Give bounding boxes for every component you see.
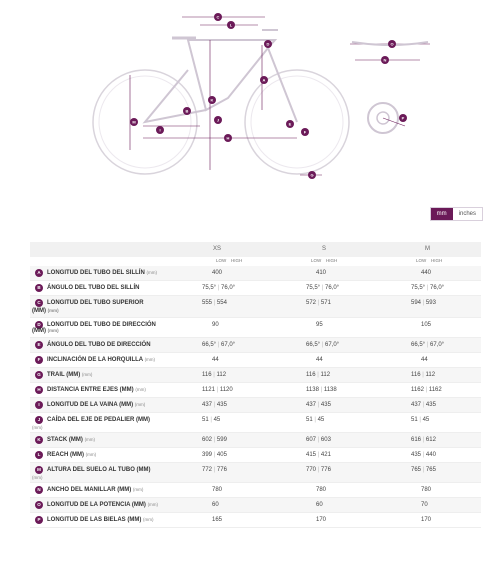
row-letter-badge: E: [35, 341, 43, 349]
svg-text:A: A: [262, 77, 266, 83]
value-separator: |: [423, 387, 429, 393]
svg-text:C: C: [216, 14, 220, 20]
row-letter-badge: I: [35, 401, 43, 409]
row-value-high: 112: [320, 372, 331, 378]
size-header-m: M: [425, 246, 430, 252]
value-separator: |: [316, 402, 321, 408]
table-row: [30, 368, 481, 383]
row-value-low: 51: [411, 417, 418, 423]
row-label: [47, 387, 146, 393]
table-row: [30, 338, 481, 353]
row-value: 44: [212, 357, 219, 363]
row-value-split: [411, 437, 436, 443]
row-value-low: 66,5°: [411, 342, 426, 348]
row-value-high: 440: [425, 452, 436, 458]
value-separator: |: [425, 285, 430, 291]
value-separator: |: [320, 285, 325, 291]
row-value-split: [411, 342, 444, 348]
row-value-split: [411, 467, 436, 473]
row-value-high: 599: [216, 437, 227, 443]
value-separator: |: [212, 437, 217, 443]
row-value: 95: [316, 322, 323, 328]
row-label-text: LONGITUD DEL TUBO DEL SILLÍN: [47, 270, 145, 276]
row-value: 170: [421, 517, 432, 523]
row-value-low: 555: [202, 300, 213, 306]
row-value-high: 421: [320, 452, 331, 458]
row-value-low: 116: [202, 372, 212, 378]
row-label: [47, 270, 157, 276]
row-letter-badge: N: [35, 486, 43, 494]
row-value-high: 405: [216, 452, 227, 458]
row-value-high: 435: [425, 402, 436, 408]
row-value-low: 772: [202, 467, 213, 473]
row-label: [47, 452, 96, 458]
row-label: [47, 467, 151, 473]
svg-text:O: O: [390, 41, 394, 47]
row-unit: (mm): [147, 502, 159, 507]
table-row: [30, 513, 481, 528]
table-row: [30, 398, 481, 413]
row-value-low: 415: [306, 452, 317, 458]
row-value-low: 616: [411, 437, 422, 443]
row-value-high: 76,0°: [324, 285, 340, 291]
value-separator: |: [318, 387, 324, 393]
svg-text:P: P: [401, 115, 405, 121]
svg-text:F: F: [303, 129, 307, 135]
row-value: 60: [212, 502, 219, 508]
row-value-high: 112: [425, 372, 436, 378]
row-value-split: [202, 402, 227, 408]
unit-mm-button[interactable]: mm: [431, 208, 453, 220]
row-unit: (mm): [81, 372, 93, 377]
row-value-split: [202, 387, 233, 393]
row-value-low: 602: [202, 437, 213, 443]
row-value: 780: [316, 487, 327, 493]
value-separator: |: [316, 437, 321, 443]
row-value-high: 554: [216, 300, 227, 306]
row-label: [47, 487, 143, 493]
row-value-high: 571: [320, 300, 331, 306]
row-value-low: 116: [411, 372, 421, 378]
row-value-low: 594: [411, 300, 422, 306]
row-value-low: 75,5°: [411, 285, 426, 291]
row-label-text: ÁNGULO DEL TUBO DE DIRECCIÓN: [47, 342, 151, 348]
row-value: 780: [212, 487, 223, 493]
row-value-split: [306, 417, 324, 423]
value-separator: |: [316, 300, 321, 306]
table-row: [30, 383, 481, 398]
row-letter-badge: O: [35, 501, 43, 509]
svg-text:B: B: [185, 108, 189, 114]
row-value-low: 437: [411, 402, 422, 408]
row-value-high: 603: [320, 437, 331, 443]
value-separator: |: [320, 342, 325, 348]
row-label-continued-text: (MM): [32, 308, 46, 314]
table-row: [30, 448, 481, 463]
value-separator: |: [216, 342, 221, 348]
row-value-low: 51: [306, 417, 313, 423]
value-separator: |: [312, 417, 318, 423]
svg-text:J: J: [216, 117, 220, 123]
svg-text:N: N: [383, 57, 387, 63]
value-separator: |: [212, 452, 217, 458]
table-row: [30, 266, 481, 281]
row-value-low: 66,5°: [202, 342, 217, 348]
row-label: [47, 417, 150, 423]
row-value-low: 572: [306, 300, 317, 306]
low-label-m: LOW: [416, 258, 427, 263]
row-value: 105: [421, 322, 432, 328]
row-label-text: LONGITUD DE LAS BIELAS (MM): [47, 517, 142, 523]
diagram-letter-markers: [130, 13, 407, 179]
row-unit: (mm): [135, 387, 146, 392]
low-label-xs: LOW: [216, 258, 227, 263]
row-value-high: 76,0°: [220, 285, 236, 291]
row-letter-badge: D: [35, 321, 43, 329]
bike-geometry-illustration: [0, 0, 500, 200]
low-label-s: LOW: [311, 258, 322, 263]
row-value-high: 1162: [428, 387, 442, 393]
row-letter-badge: J: [35, 416, 43, 424]
row-value-high: 1120: [219, 387, 233, 393]
row-letter-badge: F: [35, 356, 43, 364]
row-value-low: 437: [306, 402, 317, 408]
row-value-split: [306, 387, 337, 393]
row-unit: (mm): [47, 328, 59, 333]
row-label-text: REACH (MM): [47, 452, 84, 458]
row-value-split: [202, 417, 220, 423]
table-row: [30, 413, 481, 433]
row-letter-badge: K: [35, 436, 43, 444]
row-unit: (mm): [85, 452, 97, 457]
value-separator: |: [421, 402, 426, 408]
value-separator: |: [417, 417, 423, 423]
row-value-high: 67,0°: [429, 342, 445, 348]
row-unit: (mm): [32, 425, 43, 430]
row-label-continued: [32, 308, 59, 314]
row-value-high: 612: [425, 437, 436, 443]
value-separator: |: [212, 300, 217, 306]
table-row: [30, 498, 481, 513]
row-value-split: [202, 437, 227, 443]
row-value-low: 75,5°: [202, 285, 217, 291]
row-value-split: [202, 285, 235, 291]
row-value-low: 75,5°: [306, 285, 321, 291]
row-value: 44: [421, 357, 428, 363]
row-value-high: 435: [320, 402, 331, 408]
row-value-split: [411, 372, 435, 378]
row-label-text: LONGITUD DE LA POTENCIA (MM): [47, 502, 146, 508]
high-label-xs: HIGH: [231, 258, 243, 263]
row-unit: (mm): [132, 487, 144, 492]
row-value-split: [306, 452, 331, 458]
row-letter-badge: A: [35, 269, 43, 277]
row-value-split: [411, 402, 436, 408]
row-value-high: 45: [213, 417, 221, 423]
row-value-high: 112: [216, 372, 227, 378]
high-label-m: HIGH: [431, 258, 443, 263]
row-value-low: 1162: [411, 387, 424, 393]
svg-text:D: D: [266, 41, 270, 47]
value-separator: |: [212, 402, 217, 408]
row-value: 780: [421, 487, 432, 493]
row-value-split: [411, 452, 436, 458]
table-row: [30, 433, 481, 448]
row-value-low: 770: [306, 467, 317, 473]
table-row: [30, 353, 481, 368]
row-letter-badge: P: [35, 516, 43, 524]
row-value-high: 776: [216, 467, 227, 473]
row-letter-badge: C: [35, 299, 43, 307]
row-unit: (mm): [32, 475, 43, 480]
size-header-xs: XS: [213, 246, 222, 252]
row-label-text: DISTANCIA ENTRE EJES (MM): [47, 387, 134, 393]
row-value: 170: [316, 517, 327, 523]
table-row: [30, 281, 481, 296]
value-separator: |: [425, 342, 430, 348]
low-high-header-row: [30, 257, 481, 266]
row-value-split: [411, 300, 436, 306]
unit-toggle[interactable]: [430, 207, 483, 221]
value-separator: |: [421, 300, 426, 306]
row-label-text: LONGITUD DE LA VAINA (MM): [47, 402, 134, 408]
row-unit: (mm): [144, 357, 156, 362]
row-value: 90: [212, 322, 219, 328]
row-value-split: [202, 467, 227, 473]
value-separator: |: [316, 452, 321, 458]
row-value-split: [202, 342, 235, 348]
row-value-split: [202, 452, 227, 458]
svg-text:H: H: [226, 135, 230, 141]
row-label-text: STACK (MM): [47, 437, 83, 443]
row-value: 410: [316, 270, 327, 276]
row-value-low: 437: [202, 402, 213, 408]
svg-text:M: M: [132, 119, 136, 125]
row-label: [47, 372, 92, 378]
row-value-split: [411, 387, 442, 393]
row-label-continued-text: (MM): [32, 328, 46, 334]
value-separator: |: [421, 437, 426, 443]
row-unit: (mm): [143, 517, 154, 522]
geometry-table: [30, 242, 481, 528]
row-unit: (mm): [84, 437, 96, 442]
row-value-split: [411, 285, 444, 291]
row-value-split: [306, 342, 339, 348]
row-label: [47, 322, 156, 328]
row-value-high: 45: [317, 417, 325, 423]
row-value-low: 765: [411, 467, 422, 473]
row-value-high: 1138: [323, 387, 337, 393]
table-row: [30, 463, 481, 483]
row-value-low: 51: [202, 417, 209, 423]
row-value: 60: [316, 502, 323, 508]
size-header-s: S: [322, 246, 327, 252]
geometry-diagram: [0, 0, 500, 200]
row-value-high: 765: [425, 467, 436, 473]
row-label: [47, 342, 151, 348]
row-label-text: CAÍDA DEL EJE DE PEDALIER (MM): [47, 417, 151, 423]
row-label: [47, 402, 145, 408]
row-label: [47, 517, 154, 523]
row-unit: (mm): [146, 270, 157, 275]
row-value: 70: [421, 502, 428, 508]
svg-text:I: I: [159, 127, 161, 133]
row-value-low: 1138: [306, 387, 319, 393]
row-label: [47, 285, 139, 291]
row-letter-badge: G: [35, 371, 43, 379]
row-label-text: ALTURA DEL SUELO AL TUBO (MM): [47, 467, 151, 473]
row-label-text: ÁNGULO DEL TUBO DEL SILLÍN: [47, 285, 140, 291]
row-value: 44: [316, 357, 323, 363]
row-value-split: [306, 467, 331, 473]
row-label: [47, 300, 144, 306]
value-separator: |: [216, 285, 221, 291]
row-value-high: 45: [422, 417, 430, 423]
value-separator: |: [421, 467, 426, 473]
row-value-high: 435: [216, 402, 227, 408]
row-value-split: [306, 437, 331, 443]
table-row: [30, 296, 481, 318]
row-letter-badge: L: [35, 451, 43, 459]
row-label-text: TRAIL (MM): [47, 372, 81, 378]
row-letter-badge: H: [35, 386, 43, 394]
row-value-low: 116: [306, 372, 316, 378]
row-value: 165: [212, 517, 223, 523]
row-value-low: 435: [411, 452, 422, 458]
size-header-row: [30, 242, 481, 257]
row-value-split: [306, 372, 330, 378]
row-letter-badge: B: [35, 284, 43, 292]
svg-text:K: K: [210, 97, 214, 103]
table-row: [30, 483, 481, 498]
row-value-high: 67,0°: [324, 342, 340, 348]
row-label-text: INCLINACIÓN DE LA HORQUILLA: [47, 357, 143, 363]
value-separator: |: [212, 467, 217, 473]
row-value-high: 593: [425, 300, 436, 306]
value-separator: |: [316, 467, 321, 473]
row-value-low: 1121: [202, 387, 215, 393]
row-value-split: [306, 285, 339, 291]
row-value-high: 67,0°: [220, 342, 236, 348]
row-value: 440: [421, 270, 432, 276]
row-value-low: 66,5°: [306, 342, 321, 348]
row-unit: (mm): [134, 402, 146, 407]
row-value-split: [202, 300, 227, 306]
row-value-split: [202, 372, 226, 378]
row-label: [47, 357, 155, 363]
high-label-s: HIGH: [326, 258, 338, 263]
row-label: [47, 437, 95, 443]
row-value-high: 76,0°: [429, 285, 445, 291]
svg-text:E: E: [288, 121, 292, 127]
svg-text:L: L: [229, 22, 233, 28]
value-separator: |: [420, 372, 426, 378]
value-separator: |: [421, 452, 426, 458]
row-label-continued: [32, 328, 59, 334]
row-unit: (mm): [47, 308, 59, 313]
table-row: [30, 318, 481, 338]
row-value-low: 607: [306, 437, 317, 443]
row-letter-badge: M: [35, 466, 43, 474]
row-value-high: 776: [320, 467, 331, 473]
value-separator: |: [208, 417, 214, 423]
row-label-text: LONGITUD DEL TUBO DE DIRECCIÓN: [47, 322, 156, 328]
row-label: [47, 502, 158, 508]
value-separator: |: [214, 387, 220, 393]
row-value-split: [306, 300, 331, 306]
row-value: 400: [212, 270, 223, 276]
row-label-text: LONGITUD DEL TUBO SUPERIOR: [47, 300, 144, 306]
value-separator: |: [211, 372, 217, 378]
row-value-low: 399: [202, 452, 213, 458]
value-separator: |: [315, 372, 321, 378]
svg-text:G: G: [310, 172, 314, 178]
unit-inches-button[interactable]: inches: [453, 208, 482, 220]
row-value-split: [411, 417, 429, 423]
row-label-text: ANCHO DEL MANILLAR (MM): [47, 487, 132, 493]
row-value-split: [306, 402, 331, 408]
